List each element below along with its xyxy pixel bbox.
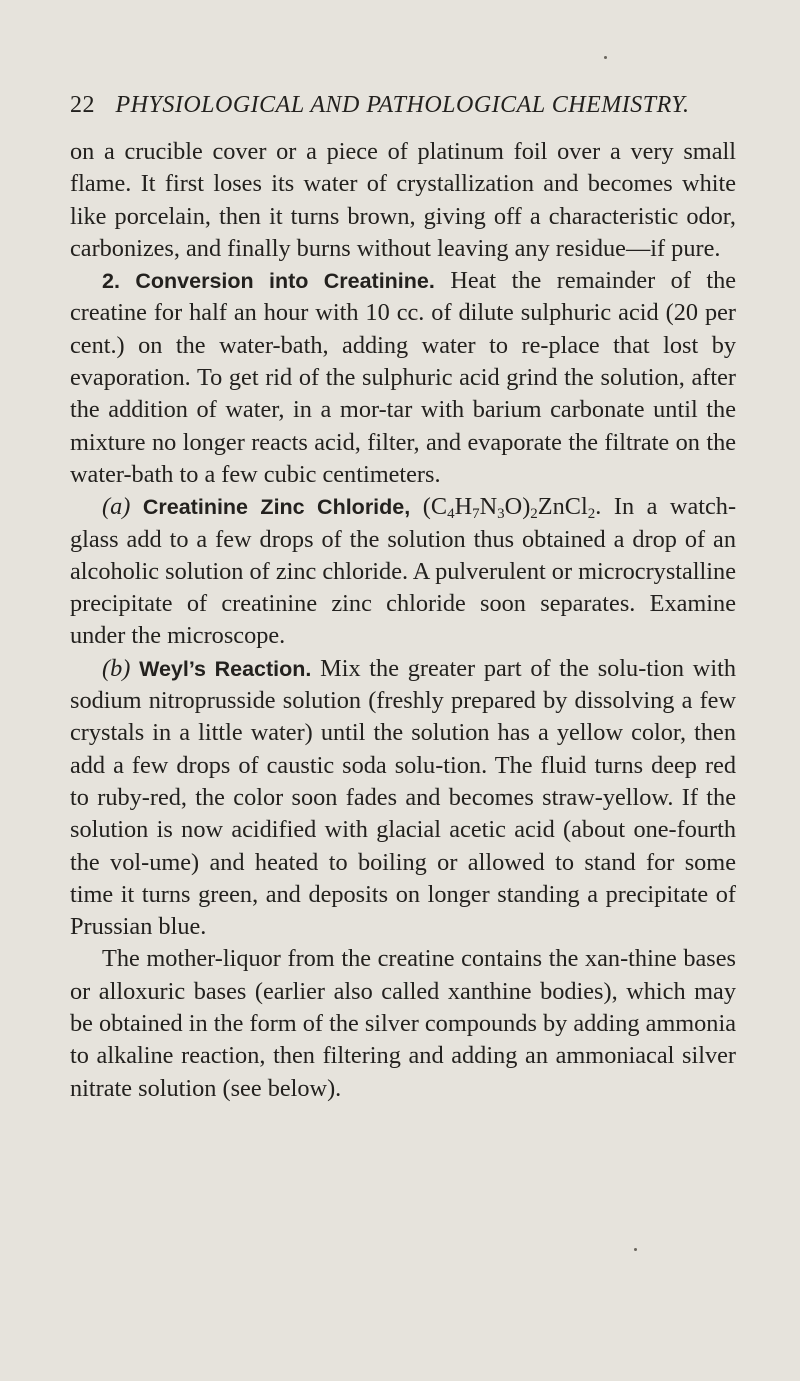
paragraph-continuation: on a crucible cover or a piece of platinum foil over a very small flame. It first loses its water of crystallization and becomes white like porcelain, then it turns brown, giving off a characteristic odor, carbonizes, and finally burns without leaving any residue—if pure. xyxy=(70,138,736,262)
paragraph-mother-liquor: The mother-liquor from the creatine contains the xan-thine bases or alloxuric bases (earlier also called xanthine bodies), which may be obtained in the form of the silver compounds by adding ammonia to alkaline reaction, then filtering and adding an ammoniacal silver nitrate solution (see below). xyxy=(70,945,736,1102)
item-label-b: (b) xyxy=(102,654,131,682)
paragraph-weyl-reaction xyxy=(70,653,736,944)
paragraph-text: Heat the remainder of the creatine for half an hour with 10 cc. of dilute sulphuric acid (20 per cent.) on the water-bath, adding water to re-place that lost by evaporation. To get rid of the sulphuric acid grind the solution, after the addition of water, in a mor-tar with barium carbonate until the mixture no longer reacts acid, filter, and evaporate the filtrate on the water-bath to a few cubic centimeters. xyxy=(70,267,737,488)
body-text xyxy=(70,136,736,1105)
running-title: PHYSIOLOGICAL AND PATHOLOGICAL CHEMISTRY. xyxy=(115,92,690,118)
paper-speck xyxy=(634,1248,637,1251)
section-heading-zinc-chloride: Creatinine Zinc Chloride, xyxy=(142,495,411,520)
paragraph-text: Mix the greater part of the solu-tion with sodium nitroprusside solution (freshly prepared by dissolving a few crystals in a little water) until the solution has a yellow color, then add a few drops of caustic soda solu-tion. The fluid turns deep red to ruby-red, the color soon fades and becomes straw-yellow. If the solution is now acidified with glacial acetic acid (about one-fourth the vol-ume) and heated to boiling or allowed to stand for some time it turns green, and deposits on longer standing a precipitate of Prussian blue. xyxy=(70,654,736,941)
section-number: 2. xyxy=(102,269,120,294)
page-number: 22 xyxy=(70,92,95,118)
section-heading-conversion: Conversion into Creatinine. xyxy=(135,269,435,294)
running-header xyxy=(70,92,736,122)
chemical-formula: $(C_4H_7N_3O)_2ZnCl_2$. xyxy=(422,493,602,523)
paper-speck xyxy=(604,56,607,59)
paragraph-text: In a watch-glass add to a few drops of the solution thus obtained a drop of an alcoholic solution of zinc chloride. A pulverulent or microcrystalline precipitate of creatinine zinc chloride soon separates. Examine under the microscope. xyxy=(70,493,737,650)
section-heading-weyl: Weyl’s Reaction. xyxy=(139,656,312,681)
item-label-a: (a) xyxy=(102,493,131,521)
paragraph-conversion xyxy=(70,265,736,491)
paragraph-zinc-chloride xyxy=(70,491,736,652)
